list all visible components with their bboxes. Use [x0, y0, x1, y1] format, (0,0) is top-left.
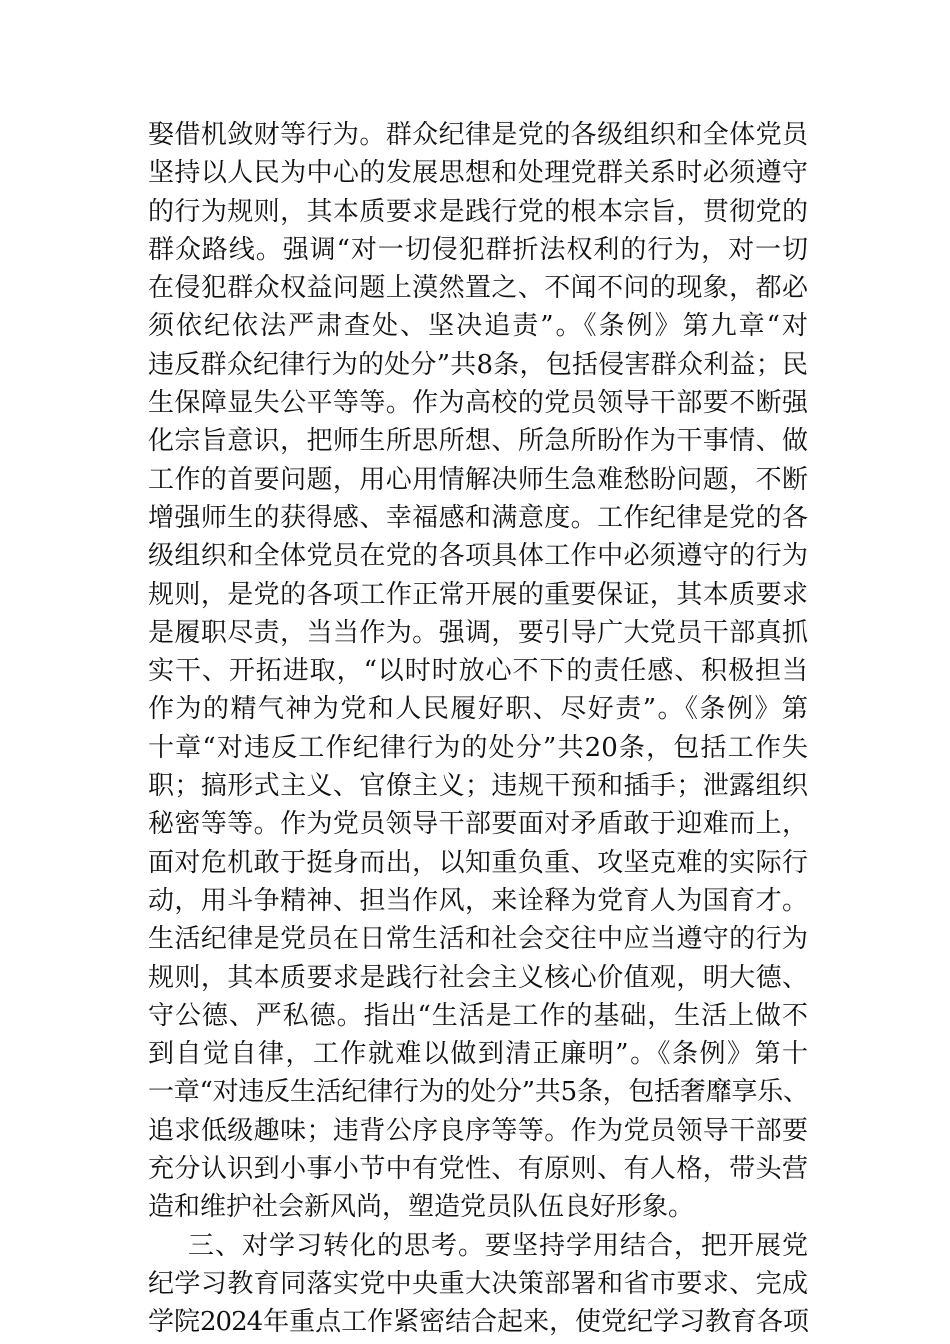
text-line: 追求低级趣味；违背公序良序等等。作为党员领导干部要 [148, 1115, 808, 1146]
text-line: 十章“对违反工作纪律行为的处分”共20条，包括工作失 [148, 732, 808, 763]
text-line: 到自觉自律，工作就难以做到清正廉明”。《条例》第十 [148, 1039, 808, 1070]
text-line: 化宗旨意识，把师生所思所想、所急所盼作为干事情、做 [148, 426, 808, 457]
text-line: 的行为规则，其本质要求是践行党的根本宗旨，贯彻党的 [148, 196, 808, 227]
text-line: 坚持以人民为中心的发展思想和处理党群关系时必须遵守 [148, 158, 808, 189]
text-line: 违反群众纪律行为的处分”共8条，包括侵害群众利益；民 [148, 349, 808, 380]
text-line: 规则，是党的各项工作正常开展的重要保证，其本质要求 [148, 579, 808, 610]
text-line: 须依纪依法严肃查处、坚决追责”。《条例》第九章“对 [148, 311, 808, 342]
text-line: 作为的精气神为党和人民履好职、尽好责”。《条例》第 [148, 694, 808, 725]
text-line: 生活纪律是党员在日常生活和社会交往中应当遵守的行为 [148, 924, 808, 955]
text-line: 是履职尽责，当当作为。强调，要引导广大党员干部真抓 [148, 617, 808, 648]
paragraph-end-line: 造和维护社会新风尚，塑造党员队伍良好形象。 [148, 1192, 695, 1223]
text-line: 娶借机敛财等行为。群众纪律是党的各级组织和全体党员 [148, 120, 808, 150]
text-line: 增强师生的获得感、幸福感和满意度。工作纪律是党的各 [148, 502, 808, 533]
text-line: 规则，其本质要求是践行社会主义核心价值观，明大德、 [148, 962, 808, 993]
text-line: 实干、开拓进取，“以时时放心不下的责任感、积极担当 [148, 656, 808, 687]
section-heading-line: 三、对学习转化的思考。要坚持学用结合，把开展党 [188, 1230, 808, 1261]
text-line: 学院2024年重点工作紧密结合起来，使党纪学习教育各项 [148, 1307, 808, 1338]
text-line: 一章“对违反生活纪律行为的处分”共5条，包括奢靡享乐、 [148, 1077, 808, 1108]
text-line: 动，用斗争精神、担当作风，来诠释为党育人为国育才。 [148, 885, 808, 916]
text-line: 面对危机敢于挺身而出，以知重负重、攻坚克难的实际行 [148, 847, 808, 878]
text-line: 在侵犯群众权益问题上漠然置之、不闻不问的现象，都必 [148, 273, 808, 304]
text-line: 级组织和全体党员在党的各项具体工作中必须遵守的行为 [148, 541, 808, 572]
text-line: 生保障显失公平等等。作为高校的党员领导干部要不断强 [148, 388, 808, 419]
text-line: 秘密等等。作为党员领导干部要面对矛盾敢于迎难而上， [148, 809, 808, 840]
text-line: 纪学习教育同落实党中央重大决策部署和省市要求、完成 [148, 1268, 808, 1299]
body-text [148, 116, 808, 1342]
text-line: 职；搞形式主义、官僚主义；违规干预和插手；泄露组织 [148, 771, 808, 802]
text-line: 充分认识到小事小节中有党性、有原则、有人格，带头营 [148, 1154, 808, 1185]
text-line: 守公德、严私德。指出“生活是工作的基础，生活上做不 [148, 1000, 808, 1031]
text-line: 工作的首要问题，用心用情解决师生急难愁盼问题，不断 [148, 464, 808, 495]
text-line: 群众路线。强调“对一切侵犯群折法权利的行为，对一切 [148, 234, 808, 265]
